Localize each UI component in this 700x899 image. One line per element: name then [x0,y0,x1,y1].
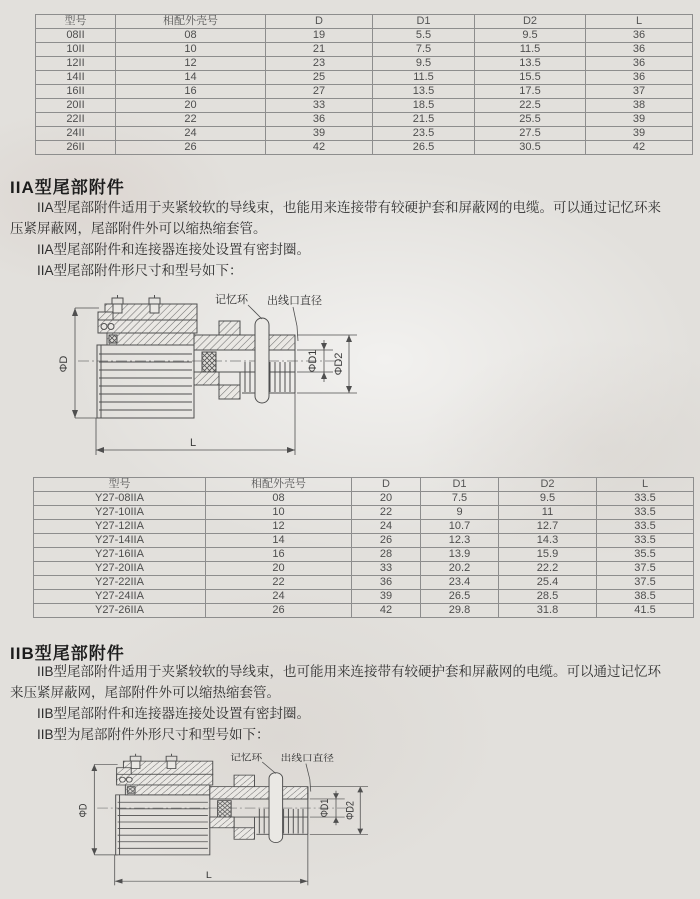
table-cell: 22.5 [475,99,586,113]
dim-label-d1: ΦD1 [307,349,319,373]
column-header: 型号 [34,478,206,492]
table-cell: 42 [352,604,421,618]
dim-label-l: L [189,437,197,449]
table-cell: 9.5 [499,492,597,506]
table-cell: Y27-14IIA [34,534,206,548]
table-cell: 39 [266,127,373,141]
table-cell: 24II [36,127,116,141]
table-cell: 23 [266,57,373,71]
column-header: 相配外壳号 [116,15,266,29]
dim-label-d1: ΦD1 [319,798,332,818]
section-iia-heading: IIA型尾部附件 [10,178,125,197]
table-cell: 25.4 [499,576,597,590]
table-cell: Y27-08IIA [34,492,206,506]
table-cell: 42 [266,141,373,155]
table-row [36,127,693,141]
table-cell: 11.5 [373,71,475,85]
table-cell: 36 [266,113,373,127]
table-cell: 13.5 [373,85,475,99]
table-row [34,520,694,534]
table-cell: 42 [586,141,693,155]
table-cell: 18.5 [373,99,475,113]
table-cell: 14II [36,71,116,85]
table-cell: 39 [352,590,421,604]
table-row [36,99,693,113]
table-cell: 13.5 [475,57,586,71]
table-cell: Y27-16IIA [34,548,206,562]
dim-label-d2: ΦD2 [333,352,345,376]
table-cell: 12II [36,57,116,71]
table-cell: 11.5 [475,43,586,57]
table-row [34,492,694,506]
table-cell: 33.5 [597,492,694,506]
outlet-diameter-label: 出线口直径 [267,295,322,307]
column-header: D2 [499,478,597,492]
table-cell: 28.5 [499,590,597,604]
memory-ring-label: 记忆环 [215,294,248,306]
table-cell: 39 [586,113,693,127]
table-cell: 23.5 [373,127,475,141]
table-cell: 11 [499,506,597,520]
table-cell: 15.9 [499,548,597,562]
table-header-row [36,15,693,29]
column-header: D [266,15,373,29]
table-cell: 23.4 [421,576,499,590]
paragraph-iia-seal: IIA型尾部附件和连接器连接处设置有密封圈。 [37,242,311,257]
table-cell: Y27-10IIA [34,506,206,520]
tail-accessory-cross-section [72,295,357,455]
tail-accessory-drawing-iia [52,288,392,468]
tail-accessory-drawing-iib [72,748,402,896]
column-header: D1 [373,15,475,29]
table-cell: 21 [266,43,373,57]
dim-label-d2: ΦD2 [344,801,357,820]
table-cell: 10 [116,43,266,57]
table-row [34,590,694,604]
dim-label-d: ΦD [58,355,70,373]
table-cell: 26II [36,141,116,155]
table-cell: 22 [206,576,352,590]
table-cell: 35.5 [597,548,694,562]
table-cell: 13.9 [421,548,499,562]
table-row [34,576,694,590]
table-row [34,562,694,576]
table-cell: 14 [206,534,352,548]
table-cell: 24 [206,590,352,604]
table-row [34,506,694,520]
table-cell: 15.5 [475,71,586,85]
table-cell: 33 [352,562,421,576]
tail-accessory-cross-section [91,754,368,886]
paragraph-iia-description: IIA型尾部附件适用于夹紧较软的导线束，也能用来连接带有较硬护套和屏蔽网的电缆。可以通过记忆环来压紧屏蔽网，尾部附件外可以缩热缩套管。 [10,200,662,236]
table-cell: 19 [266,29,373,43]
table-cell: 33 [266,99,373,113]
table-cell: 26 [206,604,352,618]
table-cell: 9 [421,506,499,520]
table-cell: 38.5 [597,590,694,604]
table-cell: 25.5 [475,113,586,127]
section-iia-paragraphs [10,197,665,281]
table-cell: 12 [116,57,266,71]
paragraph-iib-seal: IIB型尾部附件和连接器连接处设置有密封圈。 [37,706,311,721]
memory-ring-label: 记忆环 [230,753,263,764]
table-cell: 12 [206,520,352,534]
column-header: D2 [475,15,586,29]
table-cell: 10II [36,43,116,57]
table-cell: 36 [586,43,693,57]
table-row [36,57,693,71]
table-cell: 22 [116,113,266,127]
table-cell: 14.3 [499,534,597,548]
table-cell: 10 [206,506,352,520]
table-cell: 33.5 [597,506,694,520]
table-row [36,71,693,85]
table-row [36,43,693,57]
table-cell: 31.8 [499,604,597,618]
table-cell: 5.5 [373,29,475,43]
table-row [34,548,694,562]
table-cell: 21.5 [373,113,475,127]
table-cell: 26 [116,141,266,155]
table-cell: 9.5 [373,57,475,71]
dim-label-l: L [205,870,212,881]
table-type-ii-dimensions [35,14,693,155]
table-cell: 20II [36,99,116,113]
table-cell: 12.3 [421,534,499,548]
table-cell: 26.5 [421,590,499,604]
table-cell: 36 [352,576,421,590]
table-cell: 29.8 [421,604,499,618]
table-cell: 38 [586,99,693,113]
column-header: D [352,478,421,492]
table-cell: 12.7 [499,520,597,534]
table-cell: 24 [116,127,266,141]
table-cell: 16 [206,548,352,562]
paragraph-iia-intro-table: IIA型尾部附件形尺寸和型号如下： [37,263,243,278]
outlet-diameter-label: 出线口直径 [280,753,334,764]
table-cell: 08 [206,492,352,506]
paragraph-iib-intro-drawing: IIB型为尾部附件外形尺寸和型号如下： [37,727,270,742]
table-cell: 20 [116,99,266,113]
table-type-iia-dimensions [33,477,694,618]
table-cell: Y27-26IIA [34,604,206,618]
section-iib-heading: IIB型尾部附件 [10,644,125,663]
table-cell: 27 [266,85,373,99]
table-cell: 08II [36,29,116,43]
table-row [34,534,694,548]
table-row [36,29,693,43]
column-header: D1 [421,478,499,492]
table-row [36,113,693,127]
table-cell: 20 [206,562,352,576]
table-cell: Y27-12IIA [34,520,206,534]
column-header: L [586,15,693,29]
table-cell: 26 [352,534,421,548]
table-cell: 17.5 [475,85,586,99]
table-cell: 20.2 [421,562,499,576]
table-cell: 41.5 [597,604,694,618]
table-cell: 37.5 [597,562,694,576]
table-cell: 30.5 [475,141,586,155]
table-cell: Y27-24IIA [34,590,206,604]
table-cell: 22II [36,113,116,127]
table-cell: 24 [352,520,421,534]
table-cell: 16II [36,85,116,99]
table-cell: 36 [586,29,693,43]
table-row [34,604,694,618]
table-cell: 14 [116,71,266,85]
table-cell: 7.5 [421,492,499,506]
table-cell: 33.5 [597,520,694,534]
table-cell: 20 [352,492,421,506]
table-cell: 10.7 [421,520,499,534]
column-header: 型号 [36,15,116,29]
table-cell: 36 [586,71,693,85]
table-cell: 25 [266,71,373,85]
table-cell: 37.5 [597,576,694,590]
table-cell: 9.5 [475,29,586,43]
table-cell: 33.5 [597,534,694,548]
section-iib-paragraphs [10,661,665,745]
paragraph-iib-description: IIB型尾部附件适用于夹紧较软的导线束，也可能用来连接带有较硬护套和屏蔽网的电缆。可以通过记忆环来压紧屏蔽网，尾部附件外可以缩热缩套管。 [10,664,662,700]
dim-label-d: ΦD [77,803,90,818]
table-cell: 28 [352,548,421,562]
table-cell: Y27-20IIA [34,562,206,576]
table-row [36,85,693,99]
table-row [36,141,693,155]
table-header-row [34,478,694,492]
table-cell: 7.5 [373,43,475,57]
table-cell: 39 [586,127,693,141]
column-header: L [597,478,694,492]
table-cell: 36 [586,57,693,71]
column-header: 相配外壳号 [206,478,352,492]
table-cell: 08 [116,29,266,43]
table-cell: 26.5 [373,141,475,155]
table-cell: 22.2 [499,562,597,576]
table-cell: 37 [586,85,693,99]
table-cell: 27.5 [475,127,586,141]
table-cell: 16 [116,85,266,99]
table-cell: Y27-22IIA [34,576,206,590]
table-cell: 22 [352,506,421,520]
